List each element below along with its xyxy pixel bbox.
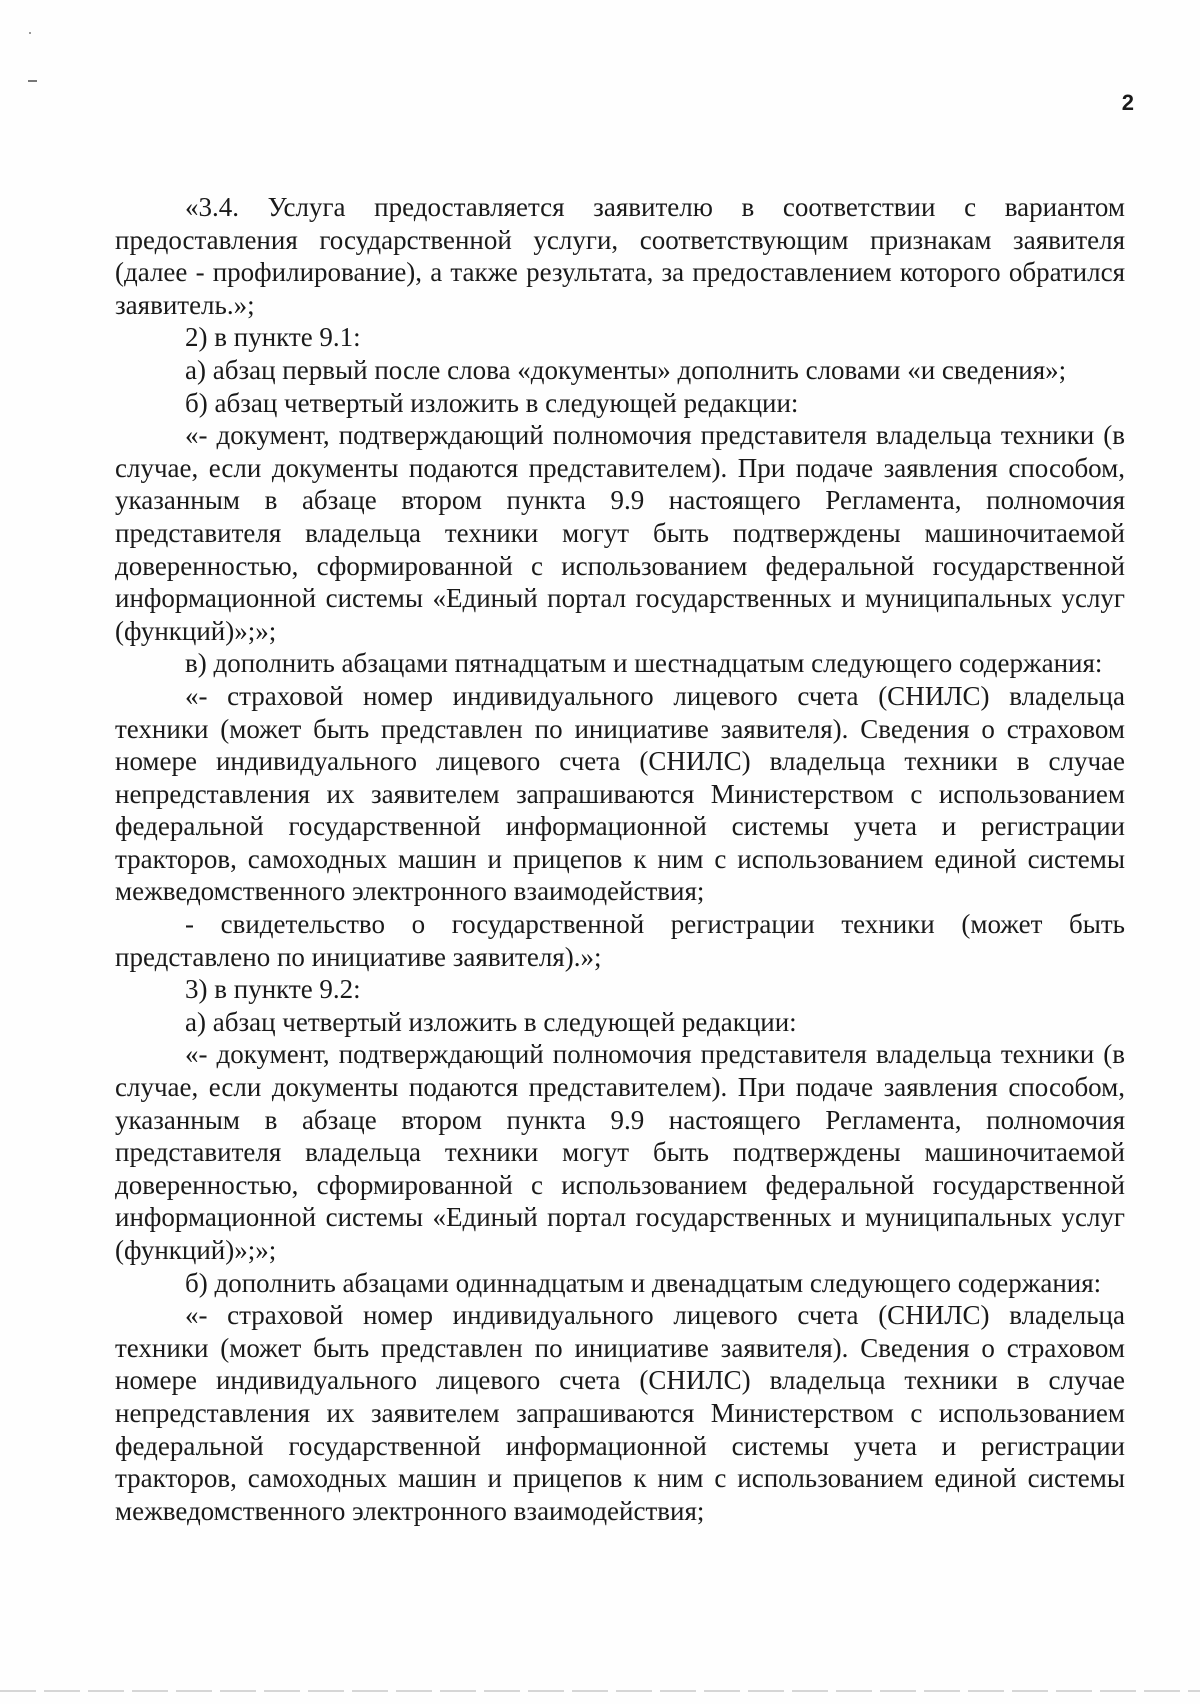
scan-artifact [28, 80, 37, 82]
paragraph: «- документ, подтверждающий полномочия представителя владельца техники (в случае, если документы подаются представителем). При подаче заявления способом, указанным в абзаце втором пункта 9.9 настоящего Регламента, полномочия представителя владельца техники могут быть подтверждены машиночитаемой доверенностью, сформированной с использованием федеральной государственной информационной системы «Единый портал государственных и муниципальных услуг (функций)»;»; [115, 420, 1125, 646]
paragraph: «3.4. Услуга предоставляется заявителю в соответствии с вариантом предоставления государственной услуги, соответствующим признакам заявителя (далее - профилирование), а также результата, за предоставлением которого обратился заявитель.»; [115, 192, 1125, 320]
paragraph: - свидетельство о государственной регистрации техники (может быть представлено по инициативе заявителя).»; [115, 909, 1125, 972]
page-number: 2 [1121, 90, 1134, 115]
scan-bottom-edge [0, 1690, 1200, 1692]
document-body [115, 191, 1125, 1527]
paragraph: «- документ, подтверждающий полномочия представителя владельца техники (в случае, если документы подаются представителем). При подаче заявления способом, указанным в абзаце втором пункта 9.9 настоящего Регламента, полномочия представителя владельца техники могут быть подтверждены машиночитаемой доверенностью, сформированной с использованием федеральной государственной информационной системы «Единый портал государственных и муниципальных услуг (функций)»;»; [115, 1039, 1125, 1265]
paragraph: б) абзац четвертый изложить в следующей редакции: [185, 387, 799, 418]
paragraph: б) дополнить абзацами одиннадцатым и двенадцатым следующего содержания: [185, 1267, 1102, 1298]
scan-artifact [29, 32, 31, 34]
paragraph: а) абзац четвертый изложить в следующей редакции: [185, 1006, 797, 1037]
paragraph: «- страховой номер индивидуального лицевого счета (СНИЛС) владельца техники (может быть представлен по инициативе заявителя). Сведения о страховом номере индивидуального лицевого счета (СНИЛС) владельца техники в случае непредставления их заявителем запрашиваются Министерством с использованием федеральной государственной информационной системы учета и регистрации тракторов, самоходных машин и прицепов к ним с использованием единой системы межведомственного электронного взаимодействия; [115, 1300, 1125, 1526]
paragraph: в) дополнить абзацами пятнадцатым и шестнадцатым следующего содержания: [185, 648, 1103, 679]
paragraph: «- страховой номер индивидуального лицевого счета (СНИЛС) владельца техники (может быть представлен по инициативе заявителя). Сведения о страховом номере индивидуального лицевого счета (СНИЛС) владельца техники в случае непредставления их заявителем запрашиваются Министерством с использованием федеральной государственной информационной системы учета и регистрации тракторов, самоходных машин и прицепов к ним с использованием единой системы межведомственного электронного взаимодействия; [115, 680, 1125, 907]
paragraph: а) абзац первый после слова «документы» дополнить словами «и сведения»; [185, 354, 1067, 385]
paragraph: 3) в пункте 9.2: [185, 974, 361, 1005]
paragraph: 2) в пункте 9.1: [185, 322, 361, 353]
